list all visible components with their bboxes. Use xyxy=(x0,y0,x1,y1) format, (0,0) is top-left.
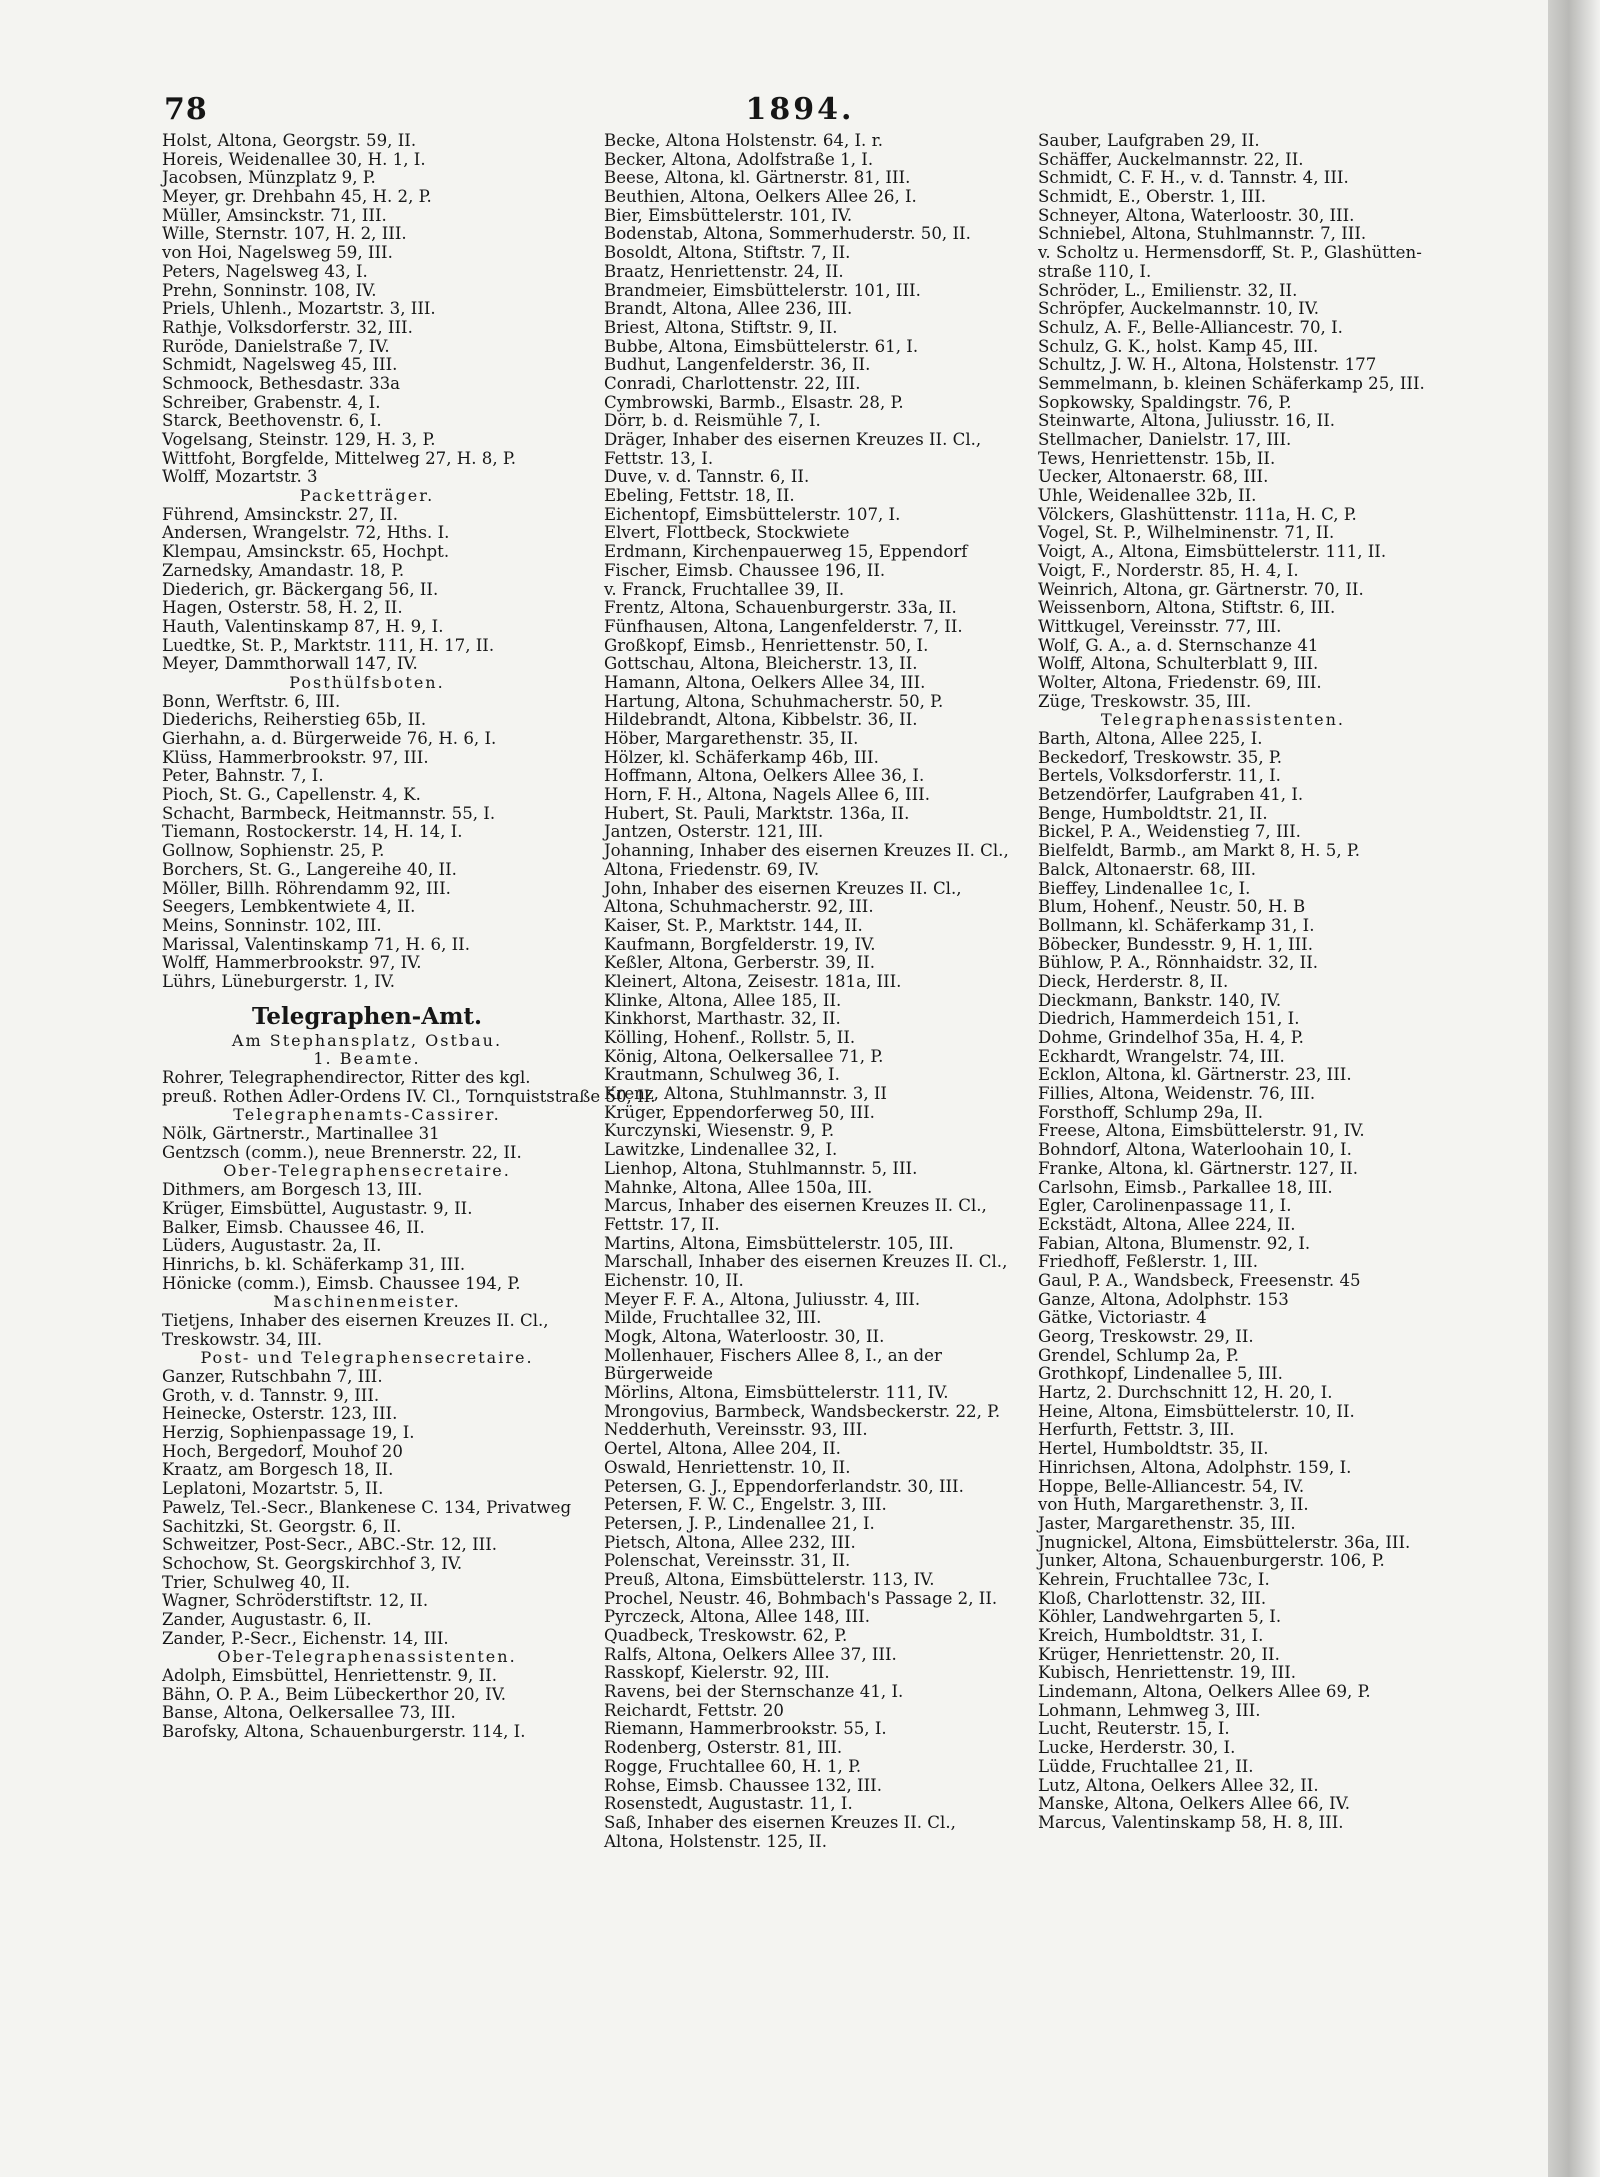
directory-entry: Petersen, J. P., Lindenallee 21, I. xyxy=(604,1513,875,1533)
directory-entry: Jacobsen, Münzplatz 9, P. xyxy=(162,168,376,188)
column-3 xyxy=(1038,131,1425,1833)
directory-entry: Kaufmann, Borgfelderstr. 19, IV. xyxy=(604,934,876,954)
directory-entry: Krüger, Eimsbüttel, Augustastr. 9, II. xyxy=(162,1198,473,1218)
directory-entry: Schochow, St. Georgskirchhof 3, IV. xyxy=(162,1553,463,1573)
directory-entry: Rathje, Volksdorferstr. 32, III. xyxy=(162,317,413,337)
directory-entry: Hartz, 2. Durchschnitt 12, H. 20, I. xyxy=(1038,1383,1333,1403)
directory-entry: Ebeling, Fettstr. 18, II. xyxy=(604,486,795,506)
directory-entry: Gottschau, Altona, Bleicherstr. 13, II. xyxy=(604,654,918,674)
section-heading: Am Stephansplatz, Ostbau. xyxy=(231,1030,503,1050)
directory-entry: Franke, Altona, kl. Gärtnerstr. 127, II. xyxy=(1038,1158,1359,1178)
directory-entry: Wolf, G. A., a. d. Sternschanze 41 xyxy=(1038,635,1319,655)
directory-entry: Duve, v. d. Tannstr. 6, II. xyxy=(604,467,810,487)
directory-entry: Möller, Billh. Röhrendamm 92, III. xyxy=(162,878,451,898)
directory-entry: Bohndorf, Altona, Waterloohain 10, I. xyxy=(1038,1140,1352,1160)
page-number: 78 xyxy=(164,92,208,127)
directory-entry: Nölk, Gärtnerstr., Martinallee 31 xyxy=(162,1124,440,1144)
directory-entry: Marissal, Valentinskamp 71, H. 6, II. xyxy=(162,934,471,954)
directory-entry: Georg, Treskowstr. 29, II. xyxy=(1038,1327,1254,1346)
directory-entry: Johanning, Inhaber des eisernen Kreuzes II. Cl., xyxy=(604,841,1009,861)
page-header xyxy=(0,92,1600,132)
directory-entry: Bollmann, kl. Schäferkamp 31, I. xyxy=(1038,915,1315,935)
directory-entry: Meyer, Dammthorwall 147, IV. xyxy=(162,654,418,674)
column-1 xyxy=(162,131,656,1742)
directory-entry: Rosenstedt, Augustastr. 11, I. xyxy=(604,1794,853,1814)
directory-entry: Hertel, Humboldtstr. 35, II. xyxy=(1038,1439,1269,1459)
section-heading: Maschinenmeister. xyxy=(273,1292,461,1312)
directory-entry: Diederich, gr. Bäckergang 56, II. xyxy=(162,579,439,599)
section-heading: Ober-Telegraphensecretaire. xyxy=(223,1161,511,1181)
directory-entry: Nedderhuth, Vereinsstr. 93, III. xyxy=(604,1420,868,1440)
directory-entry: Egler, Carolinenpassage 11, I. xyxy=(1038,1196,1292,1216)
directory-entry: straße 110, I. xyxy=(1038,261,1152,281)
directory-entry: König, Altona, Oelkersallee 71, P. xyxy=(604,1046,884,1066)
directory-entry: Kraatz, am Borgesch 18, II. xyxy=(162,1460,394,1480)
directory-entry: Klempau, Amsinckstr. 65, Hochpt. xyxy=(162,542,450,562)
directory-entry: Martins, Altona, Eimsbüttelerstr. 105, III. xyxy=(604,1233,954,1253)
directory-entry: Schulz, A. F., Belle-Alliancestr. 70, I. xyxy=(1038,317,1343,337)
directory-entry: Bielfeldt, Barmb., am Markt 8, H. 5, P. xyxy=(1038,841,1360,861)
directory-entry: Schreiber, Grabenstr. 4, I. xyxy=(162,392,381,412)
directory-entry: Herfurth, Fettstr. 3, III. xyxy=(1038,1420,1235,1440)
directory-entry: Forsthoff, Schlump 29a, II. xyxy=(1038,1102,1264,1122)
directory-entry: Heine, Altona, Eimsbüttelerstr. 10, II. xyxy=(1038,1401,1355,1421)
directory-entry: Kurczynski, Wiesenstr. 9, P. xyxy=(604,1121,835,1141)
directory-entry: Meyer, gr. Drehbahn 45, H. 2, P. xyxy=(162,187,432,207)
directory-entry: Hoffmann, Altona, Oelkers Allee 36, I. xyxy=(604,766,925,786)
directory-entry: Bodenstab, Altona, Sommerhuderstr. 50, II. xyxy=(604,224,971,244)
directory-entry: Ravens, bei der Sternschanze 41, I. xyxy=(604,1682,904,1702)
directory-entry: Stellmacher, Danielstr. 17, III. xyxy=(1038,430,1292,449)
directory-entry: Uhle, Weidenallee 32b, II. xyxy=(1038,486,1257,506)
directory-entry: Eckhardt, Wrangelstr. 74, III. xyxy=(1038,1046,1285,1066)
directory-entry: Oswald, Henriettenstr. 10, II. xyxy=(604,1457,851,1477)
directory-entry: Schmidt, Nagelsweg 45, III. xyxy=(162,355,398,375)
directory-entry: Schacht, Barmbeck, Heitmannstr. 55, I. xyxy=(162,803,496,823)
directory-entry: Mörlins, Altona, Eimsbüttelerstr. 111, IV. xyxy=(604,1383,949,1403)
directory-entry: Schmidt, C. F. H., v. d. Tannstr. 4, III. xyxy=(1038,168,1349,188)
section-heading: Packetträger. xyxy=(299,486,435,506)
directory-entry: Bickel, P. A., Weidenstieg 7, III. xyxy=(1038,822,1301,842)
directory-entry: Böbecker, Bundesstr. 9, H. 1, III. xyxy=(1038,934,1313,954)
section-heading: Post- und Telegraphensecretaire. xyxy=(200,1348,534,1368)
directory-entry: Hauth, Valentinskamp 87, H. 9, I. xyxy=(162,616,444,636)
directory-entry: Heinecke, Osterstr. 123, III. xyxy=(162,1404,398,1424)
directory-entry: Balck, Altonaerstr. 68, III. xyxy=(1038,859,1257,879)
directory-entry: Zarnedsky, Amandastr. 18, P. xyxy=(162,560,405,580)
directory-entry: Wolff, Mozartstr. 3 xyxy=(162,467,318,487)
directory-entry: Lawitzke, Lindenallee 32, I. xyxy=(604,1140,838,1160)
directory-entry: Pioch, St. G., Capellenstr. 4, K. xyxy=(162,785,421,805)
directory-entry: Hoppe, Belle-Alliancestr. 54, IV. xyxy=(1038,1476,1305,1496)
directory-entry: Voigt, A., Altona, Eimsbüttelerstr. 111, II. xyxy=(1038,542,1387,562)
directory-entry: Fabian, Altona, Blumenstr. 92, I. xyxy=(1038,1233,1311,1253)
directory-entry: Steinwarte, Altona, Juliusstr. 16, II. xyxy=(1038,411,1336,431)
directory-entry: Adolph, Eimsbüttel, Henriettenstr. 9, II. xyxy=(162,1666,497,1685)
directory-entry: Fettstr. 17, II. xyxy=(604,1214,720,1234)
directory-entry: Jantzen, Osterstr. 121, III. xyxy=(604,822,824,842)
directory-entry: Zander, Augustastr. 6, II. xyxy=(162,1609,372,1629)
directory-entry: Groth, v. d. Tannstr. 9, III. xyxy=(162,1385,380,1405)
directory-entry: Rasskopf, Kielerstr. 92, III. xyxy=(604,1663,830,1683)
directory-entry: Dohme, Grindelhof 35a, H. 4, P. xyxy=(1038,1028,1304,1047)
directory-entry: Meins, Sonninstr. 102, III. xyxy=(162,915,382,935)
directory-entry: Schröder, L., Emilienstr. 32, II. xyxy=(1038,280,1298,300)
directory-entry: Dieckmann, Bankstr. 140, IV. xyxy=(1038,990,1282,1010)
directory-entry: Ecklon, Altona, kl. Gärtnerstr. 23, III. xyxy=(1038,1065,1352,1085)
directory-entry: Horn, F. H., Altona, Nagels Allee 6, III. xyxy=(604,785,930,805)
directory-entry: Preuß, Altona, Eimsbüttelerstr. 113, IV. xyxy=(604,1569,935,1589)
directory-entry: Marcus, Inhaber des eisernen Kreuzes II. Cl., xyxy=(604,1196,987,1216)
directory-entry: Lührs, Lüneburgerstr. 1, IV. xyxy=(162,971,396,991)
directory-entry: Gentzsch (comm.), neue Brennerstr. 22, II. xyxy=(162,1142,522,1162)
directory-entry: von Hoi, Nagelsweg 59, III. xyxy=(162,243,393,263)
directory-entry: Polenschat, Vereinsstr. 31, II. xyxy=(604,1551,851,1571)
directory-entry: Becker, Altona, Adolfstraße 1, I. xyxy=(604,149,874,169)
directory-entry: Schäffer, Auckelmannstr. 22, II. xyxy=(1038,149,1304,169)
directory-entry: Becke, Altona Holstenstr. 64, I. r. xyxy=(604,131,883,150)
directory-entry: Hinrichs, b. kl. Schäferkamp 31, III. xyxy=(162,1254,466,1274)
directory-entry: Altona, Holstenstr. 125, II. xyxy=(604,1831,827,1851)
directory-entry: Bier, Eimsbüttelerstr. 101, IV. xyxy=(604,205,853,225)
directory-entry: Züge, Treskowstr. 35, III. xyxy=(1038,691,1252,711)
directory-entry: Petersen, F. W. C., Engelstr. 3, III. xyxy=(604,1495,887,1515)
directory-entry: Weinrich, Altona, gr. Gärtnerstr. 70, II. xyxy=(1038,579,1364,599)
directory-entry: Schweitzer, Post-Secr., ABC.-Str. 12, III. xyxy=(162,1535,498,1555)
directory-entry: v. Scholtz u. Hermensdorff, St. P., Glashütten- xyxy=(1038,243,1422,263)
directory-entry: Weissenborn, Altona, Stiftstr. 6, III. xyxy=(1038,598,1336,618)
directory-entry: v. Franck, Fruchtallee 39, II. xyxy=(604,579,845,599)
directory-entry: Wittkugel, Vereinsstr. 77, III. xyxy=(1038,616,1282,636)
directory-entry: Prochel, Neustr. 46, Bohmbach's Passage 2, II. xyxy=(604,1588,998,1608)
directory-entry: Beese, Altona, kl. Gärtnerstr. 81, III. xyxy=(604,168,911,188)
directory-entry: Horeis, Weidenallee 30, H. 1, I. xyxy=(162,149,426,169)
directory-entry: Tiemann, Rostockerstr. 14, H. 14, I. xyxy=(162,822,463,842)
directory-entry: Frentz, Altona, Schauenburgerstr. 33a, II. xyxy=(604,598,957,618)
directory-entry: Lüdde, Fruchtallee 21, II. xyxy=(1038,1756,1254,1776)
directory-entry: Rogge, Fruchtallee 60, H. 1, P. xyxy=(604,1756,862,1776)
directory-entry: Kleinert, Altona, Zeisestr. 181a, III. xyxy=(604,971,902,991)
directory-entry: Ralfs, Altona, Oelkers Allee 37, III. xyxy=(604,1644,897,1664)
directory-entry: Hölzer, kl. Schäferkamp 46b, III. xyxy=(604,747,879,767)
directory-entry: Wolff, Hammerbrookstr. 97, IV. xyxy=(162,953,422,973)
directory-entry: Gaul, P. A., Wandsbeck, Freesenstr. 45 xyxy=(1038,1270,1361,1290)
directory-entry: Rohse, Eimsb. Chaussee 132, III. xyxy=(604,1775,882,1795)
directory-entry: Priels, Uhlenh., Mozartstr. 3, III. xyxy=(162,299,436,319)
directory-entry: Oertel, Altona, Allee 204, II. xyxy=(604,1439,841,1459)
directory-entry: Trier, Schulweg 40, II. xyxy=(162,1572,351,1592)
directory-entry: Marschall, Inhaber des eisernen Kreuzes II. Cl., xyxy=(604,1252,1008,1272)
directory-entry: Krüger, Henriettenstr. 20, II. xyxy=(1038,1644,1280,1664)
section-heading: Telegraphenassistenten. xyxy=(1100,710,1345,730)
directory-entry: Leplatoni, Mozartstr. 5, II. xyxy=(162,1479,384,1499)
directory-entry: Ruröde, Danielstraße 7, IV. xyxy=(162,336,390,356)
directory-entry: Kehrein, Fruchtallee 73c, I. xyxy=(1038,1569,1270,1589)
directory-entry: Uecker, Altonaerstr. 68, III. xyxy=(1038,467,1269,487)
directory-entry: Junker, Altona, Schauenburgerstr. 106, P. xyxy=(1038,1551,1385,1571)
directory-entry: Vogel, St. P., Wilhelminenstr. 71, II. xyxy=(1038,523,1335,543)
directory-entry: Hildebrandt, Altona, Kibbelstr. 36, II. xyxy=(604,710,918,730)
directory-entry: Borchers, St. G., Langereihe 40, II. xyxy=(162,859,457,879)
directory-entry: Bieffey, Lindenallee 1c, I. xyxy=(1038,878,1251,898)
directory-entry: Starck, Beethovenstr. 6, I. xyxy=(162,411,382,431)
directory-entry: Schmoock, Bethesdastr. 33a xyxy=(162,373,401,393)
directory-entry: Hoch, Bergedorf, Mouhof 20 xyxy=(162,1441,403,1461)
directory-entry: Friedhoff, Feßlerstr. 1, III. xyxy=(1038,1252,1259,1272)
directory-entry: Semmelmann, b. kleinen Schäferkamp 25, III. xyxy=(1038,373,1425,393)
directory-entry: Führend, Amsinckstr. 27, II. xyxy=(162,504,398,524)
directory-entry: Herzig, Sophienpassage 19, I. xyxy=(162,1423,415,1443)
directory-entry: Diedrich, Hammerdeich 151, I. xyxy=(1038,1009,1300,1029)
directory-entry: Tietjens, Inhaber des eisernen Kreuzes II. Cl., xyxy=(162,1310,549,1330)
directory-entry: Müller, Amsinckstr. 71, III. xyxy=(162,205,387,225)
directory-entry: Banse, Altona, Oelkersallee 73, III. xyxy=(162,1703,456,1723)
directory-entry: Pawelz, Tel.-Secr., Blankenese C. 134, Privatweg xyxy=(162,1497,572,1517)
directory-entry: Kreich, Humboldtstr. 31, I. xyxy=(1038,1626,1264,1645)
directory-entry: Mrongovius, Barmbeck, Wandsbeckerstr. 22, P. xyxy=(604,1401,1001,1421)
directory-entry: Ganzer, Rutschbahn 7, III. xyxy=(162,1367,383,1386)
directory-entry: von Huth, Margarethenstr. 3, II. xyxy=(1038,1495,1309,1515)
directory-entry: Lindemann, Altona, Oelkers Allee 69, P. xyxy=(1038,1682,1371,1702)
directory-entry: Bosoldt, Altona, Stiftstr. 7, II. xyxy=(604,243,851,263)
directory-entry: Peter, Bahnstr. 7, I. xyxy=(162,766,324,786)
directory-entry: Kloß, Charlottenstr. 32, III. xyxy=(1038,1588,1267,1608)
directory-entry: Schultz, J. W. H., Altona, Holstenstr. 177 xyxy=(1038,355,1377,375)
directory-entry: Ganze, Altona, Adolphstr. 153 xyxy=(1038,1289,1289,1309)
directory-entry: Milde, Fruchtallee 32, III. xyxy=(604,1308,822,1328)
directory-entry: Diederichs, Reiherstieg 65b, II. xyxy=(162,710,427,730)
directory-entry: Krüger, Eppendorferweg 50, III. xyxy=(604,1102,875,1122)
directory-entry: Beuthien, Altona, Oelkers Allee 26, I. xyxy=(604,187,917,207)
page-binding-edge xyxy=(1548,0,1600,2177)
directory-entry: Bonn, Werftstr. 6, III. xyxy=(162,691,341,711)
directory-entry: Voigt, F., Norderstr. 85, H. 4, I. xyxy=(1038,560,1299,580)
directory-entry: Beckedorf, Treskowstr. 35, P. xyxy=(1038,747,1282,767)
directory-entry: Meyer F. F. A., Altona, Juliusstr. 4, III. xyxy=(604,1289,921,1309)
directory-entry: Gollnow, Sophienstr. 25, P. xyxy=(162,841,385,861)
directory-entry: Hönicke (comm.), Eimsb. Chaussee 194, P. xyxy=(162,1273,521,1293)
directory-entry: Eichentopf, Eimsbüttelerstr. 107, I. xyxy=(604,504,901,524)
directory-entry: Hartung, Altona, Schuhmacherstr. 50, P. xyxy=(604,691,944,711)
directory-entry: Fischer, Eimsb. Chaussee 196, II. xyxy=(604,560,886,580)
directory-entry: preuß. Rothen Adler-Ordens IV. Cl., Tornquiststraße 50, II. xyxy=(162,1086,656,1106)
directory-entry: Brandt, Altona, Allee 236, III. xyxy=(604,299,853,319)
directory-entry: Schmidt, E., Oberstr. 1, III. xyxy=(1038,187,1267,207)
directory-entry: Pietsch, Altona, Allee 232, III. xyxy=(604,1532,856,1552)
directory-entry: Dithmers, am Borgesch 13, III. xyxy=(162,1180,423,1200)
directory-entry: Keßler, Altona, Gerberstr. 39, II. xyxy=(604,953,875,973)
directory-entry: Petersen, G. J., Eppendorferlandstr. 30, III. xyxy=(604,1476,964,1496)
directory-entry: Schulz, G. K., holst. Kamp 45, III. xyxy=(1038,336,1319,356)
directory-entry: Altona, Friedenstr. 69, IV. xyxy=(604,859,820,879)
section-heading: 1. Beamte. xyxy=(313,1049,421,1069)
section-heading: Telegraphenamts-Cassirer. xyxy=(233,1105,501,1125)
directory-entry: Seegers, Lembkentwiete 4, II. xyxy=(162,897,416,917)
directory-entry: Tews, Henriettenstr. 15b, II. xyxy=(1038,448,1276,468)
directory-entry: Lüders, Augustastr. 2a, II. xyxy=(162,1236,382,1256)
directory-entry: Vogelsang, Steinstr. 129, H. 3, P. xyxy=(162,430,436,449)
directory-entry: Riemann, Hammerbrookstr. 55, I. xyxy=(604,1719,887,1739)
directory-entry: Fillies, Altona, Weidenstr. 76, III. xyxy=(1038,1084,1316,1104)
directory-entry: Grothkopf, Lindenallee 5, III. xyxy=(1038,1364,1283,1384)
directory-entry: Luedtke, St. P., Marktstr. 111, H. 17, II. xyxy=(162,635,495,655)
directory-entry: Bürgerweide xyxy=(604,1364,713,1384)
directory-entry: Wittfoht, Borgfelde, Mittelweg 27, H. 8, P. xyxy=(162,448,516,468)
directory-entry: Gätke, Victoriastr. 4 xyxy=(1038,1308,1207,1328)
directory-entry: Blum, Hohenf., Neustr. 50, H. B xyxy=(1038,897,1306,917)
directory-entry: Dieck, Herderstr. 8, II. xyxy=(1038,971,1229,991)
directory-entry: Prehn, Sonninstr. 108, IV. xyxy=(162,280,377,300)
directory-entry: Altona, Schuhmacherstr. 92, III. xyxy=(604,897,874,917)
directory-entry: Mollenhauer, Fischers Allee 8, I., an der xyxy=(604,1345,942,1365)
directory-entry: Wolter, Altona, Friedenstr. 69, III. xyxy=(1038,672,1322,692)
directory-entry: Krenz, Altona, Stuhlmannstr. 3, II xyxy=(604,1084,887,1104)
directory-entry: Hamann, Altona, Oelkers Allee 34, III. xyxy=(604,672,926,692)
office-title: Telegraphen-Amt. xyxy=(251,1002,483,1030)
directory-entry: Wille, Sternstr. 107, H. 2, III. xyxy=(162,224,407,244)
directory-entry: Cymbrowski, Barmb., Elsastr. 28, P. xyxy=(604,392,904,412)
directory-entry: John, Inhaber des eisernen Kreuzes II. Cl., xyxy=(604,878,962,898)
directory-entry: Barofsky, Altona, Schauenburgerstr. 114, I. xyxy=(162,1722,526,1742)
directory-entry: Reichardt, Fettstr. 20 xyxy=(604,1700,784,1720)
directory-entry: Barth, Altona, Allee 225, I. xyxy=(1038,729,1263,748)
directory-entry: Lutz, Altona, Oelkers Allee 32, II. xyxy=(1038,1775,1319,1795)
directory-entry: Kaiser, St. P., Marktstr. 144, II. xyxy=(604,915,863,935)
directory-entry: Jaster, Margarethenstr. 35, III. xyxy=(1038,1513,1296,1533)
directory-entry: Sopkowsky, Spaldingstr. 76, P. xyxy=(1038,392,1292,412)
directory-entry: Erdmann, Kirchenpauerweg 15, Eppendorf xyxy=(604,542,968,562)
directory-entry: Fettstr. 13, I. xyxy=(604,448,714,468)
section-heading: Ober-Telegraphenassistenten. xyxy=(217,1647,517,1667)
directory-entry: Pyrczeck, Altona, Allee 148, III. xyxy=(604,1607,870,1627)
directory-entry: Elvert, Flottbeck, Stockwiete xyxy=(604,523,850,543)
directory-entry: Völckers, Glashüttenstr. 111a, H. C, P. xyxy=(1038,504,1357,524)
directory-entry: Briest, Altona, Stiftstr. 9, II. xyxy=(604,317,838,337)
directory-entry: Schneyer, Altona, Waterloostr. 30, III. xyxy=(1038,205,1355,225)
directory-entry: Rohrer, Telegraphendirector, Ritter des kgl. xyxy=(162,1068,531,1087)
directory-entry: Hagen, Osterstr. 58, H. 2, II. xyxy=(162,598,403,618)
directory-entry: Andersen, Wrangelstr. 72, Hths. I. xyxy=(162,523,450,543)
directory-entry: Klüss, Hammerbrookstr. 97, III. xyxy=(162,747,429,767)
directory-entry: Schniebel, Altona, Stuhlmannstr. 7, III. xyxy=(1038,224,1367,244)
directory-entry: Lienhop, Altona, Stuhlmannstr. 5, III. xyxy=(604,1158,918,1178)
directory-entry: Eckstädt, Altona, Allee 224, II. xyxy=(1038,1214,1296,1234)
directory-entry: Rodenberg, Osterstr. 81, III. xyxy=(604,1738,843,1758)
directory-entry: Benge, Humboldtstr. 21, II. xyxy=(1038,803,1268,823)
directory-entry: Manske, Altona, Oelkers Allee 66, IV. xyxy=(1038,1794,1351,1814)
directory-entry: Budhut, Langenfelderstr. 36, II. xyxy=(604,355,871,375)
directory-entry: Brandmeier, Eimsbüttelerstr. 101, III. xyxy=(604,280,921,300)
directory-entry: Saß, Inhaber des eisernen Kreuzes II. Cl., xyxy=(604,1812,956,1832)
directory-entry: Eichenstr. 10, II. xyxy=(604,1270,744,1290)
column-2 xyxy=(604,132,1036,1851)
directory-entry: Großkopf, Eimsb., Henriettenstr. 50, I. xyxy=(604,635,929,655)
directory-entry: Kölling, Hohenf., Rollstr. 5, II. xyxy=(604,1028,856,1047)
directory-entry: Köhler, Landwehrgarten 5, I. xyxy=(1038,1607,1282,1627)
directory-entry: Braatz, Henriettenstr. 24, II. xyxy=(604,261,844,281)
directory-entry: Betzendörfer, Laufgraben 41, I. xyxy=(1038,785,1304,805)
directory-entry: Höber, Margarethenstr. 35, II. xyxy=(604,729,859,748)
directory-entry: Holst, Altona, Georgstr. 59, II. xyxy=(162,131,417,150)
directory-entry: Zander, P.-Secr., Eichenstr. 14, III. xyxy=(162,1628,449,1648)
directory-entry: Kinkhorst, Marthastr. 32, II. xyxy=(604,1009,841,1029)
directory-entry: Carlsohn, Eimsb., Parkallee 18, III. xyxy=(1038,1177,1333,1197)
directory-entry: Hubert, St. Pauli, Marktstr. 136a, II. xyxy=(604,803,910,823)
directory-entry: Balker, Eimsb. Chaussee 46, II. xyxy=(162,1217,425,1237)
directory-entry: Krautmann, Schulweg 36, I. xyxy=(604,1065,840,1085)
directory-entry: Bähn, O. P. A., Beim Lübeckerthor 20, IV. xyxy=(162,1684,507,1704)
section-heading: Posthülfsboten. xyxy=(289,672,445,692)
directory-entry: Quadbeck, Treskowstr. 62, P. xyxy=(604,1626,848,1645)
directory-entry: Kubisch, Henriettenstr. 19, III. xyxy=(1038,1663,1297,1683)
directory-entry: Conradi, Charlottenstr. 22, III. xyxy=(604,373,861,393)
directory-entry: Klinke, Altona, Allee 185, II. xyxy=(604,990,842,1010)
directory-entry: Freese, Altona, Eimsbüttelerstr. 91, IV. xyxy=(1038,1121,1365,1141)
directory-entry: Grendel, Schlump 2a, P. xyxy=(1038,1345,1240,1365)
directory-entry: Lucke, Herderstr. 30, I. xyxy=(1038,1738,1236,1758)
directory-entry: Schröpfer, Auckelmannstr. 10, IV. xyxy=(1038,299,1320,319)
directory-entry: Mogk, Altona, Waterloostr. 30, II. xyxy=(604,1327,885,1346)
directory-entry: Mahnke, Altona, Allee 150a, III. xyxy=(604,1177,873,1197)
directory-entry: Gierhahn, a. d. Bürgerweide 76, H. 6, I. xyxy=(162,729,497,748)
page-year: 1894. xyxy=(745,92,855,127)
directory-entry: Dräger, Inhaber des eisernen Kreuzes II. Cl., xyxy=(604,430,982,449)
directory-entry: Dörr, b. d. Reismühle 7, I. xyxy=(604,411,821,431)
directory-entry: Jnugnickel, Altona, Eimsbüttelerstr. 36a, III. xyxy=(1038,1532,1411,1552)
directory-entry: Bühlow, P. A., Rönnhaidstr. 32, II. xyxy=(1038,953,1319,973)
directory-entry: Bubbe, Altona, Eimsbüttelerstr. 61, I. xyxy=(604,336,919,356)
directory-entry: Peters, Nagelsweg 43, I. xyxy=(162,261,368,281)
directory-entry: Bertels, Volksdorferstr. 11, I. xyxy=(1038,766,1281,786)
directory-entry: Treskowstr. 34, III. xyxy=(162,1329,323,1349)
directory-entry: Fünfhausen, Altona, Langenfelderstr. 7, II. xyxy=(604,616,963,636)
directory-entry: Lucht, Reuterstr. 15, I. xyxy=(1038,1719,1230,1739)
directory-entry: Lohmann, Lehmweg 3, III. xyxy=(1038,1700,1261,1720)
directory-entry: Sauber, Laufgraben 29, II. xyxy=(1038,131,1260,150)
directory-entry: Sachitzki, St. Georgstr. 6, II. xyxy=(162,1516,402,1536)
directory-entry: Wagner, Schröderstiftstr. 12, II. xyxy=(162,1591,429,1611)
directory-entry: Wolff, Altona, Schulterblatt 9, III. xyxy=(1038,654,1319,674)
directory-entry: Marcus, Valentinskamp 58, H. 8, III. xyxy=(1038,1812,1344,1832)
directory-entry: Hinrichsen, Altona, Adolphstr. 159, I. xyxy=(1038,1457,1352,1477)
